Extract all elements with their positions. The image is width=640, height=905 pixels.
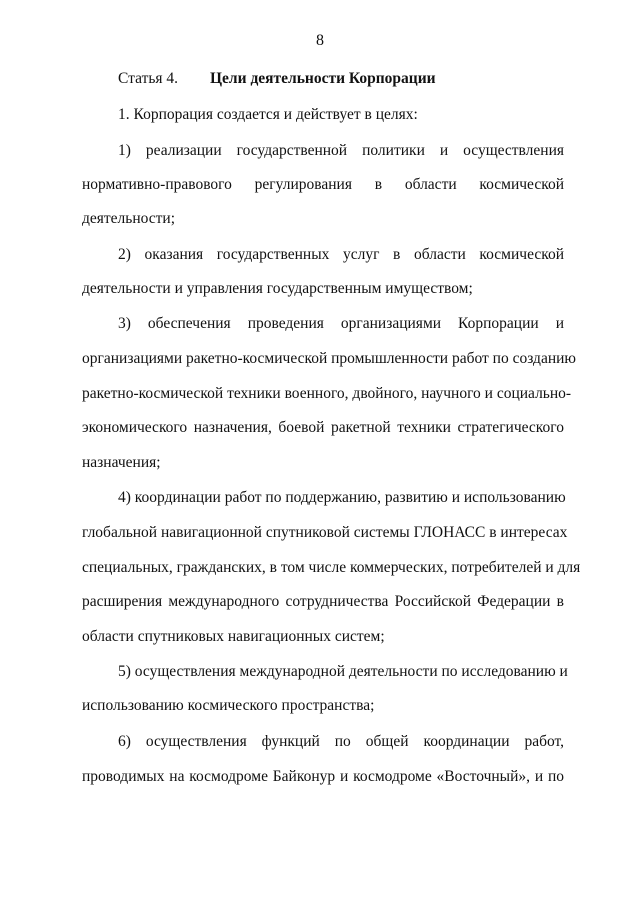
- paragraph-4-line-3: специальных, гражданских, в том числе коммерческих, потребителей и для: [82, 559, 581, 576]
- paragraph-6-line-1: 6) осуществления функций по общей координации работ,: [118, 733, 564, 750]
- paragraph-1-line-2: нормативно-правового регулирования в области космической: [82, 176, 564, 193]
- paragraph-3-line-4: экономического назначения, боевой ракетной техники стратегического: [82, 419, 564, 436]
- paragraph-5-line-1: 5) осуществления международной деятельности по исследованию и: [118, 663, 568, 680]
- article-title: Цели деятельности Корпорации: [210, 70, 436, 87]
- article-number: Статья 4.: [118, 70, 179, 87]
- paragraph-4-line-5: области спутниковых навигационных систем;: [82, 628, 385, 645]
- paragraph-4-line-2: глобальной навигационной спутниковой системы ГЛОНАСС в интересах: [82, 524, 568, 541]
- paragraph-4-line-1: 4) координации работ по поддержанию, развитию и использованию: [118, 489, 566, 506]
- paragraph-intro: 1. Корпорация создается и действует в целях:: [118, 106, 418, 123]
- paragraph-3-line-5: назначения;: [82, 454, 161, 471]
- paragraph-2-line-2: деятельности и управления государственным имуществом;: [82, 280, 473, 297]
- paragraph-1-line-1: 1) реализации государственной политики и осуществления: [118, 142, 564, 159]
- page-number: 8: [316, 32, 324, 49]
- paragraph-3-line-2: организациями ракетно-космической промышленности работ по созданию: [82, 350, 576, 367]
- paragraph-4-line-4: расширения международного сотрудничества Российской Федерации в: [82, 593, 564, 610]
- paragraph-1-line-3: деятельности;: [82, 210, 176, 227]
- article-heading: [118, 70, 436, 88]
- paragraph-3-line-3: ракетно-космической техники военного, двойного, научного и социально-: [82, 385, 572, 402]
- paragraph-5-line-2: использованию космического пространства;: [82, 697, 375, 714]
- paragraph-6-line-2: проводимых на космодроме Байконур и космодроме «Восточный», и по: [82, 768, 564, 785]
- paragraph-2-line-1: 2) оказания государственных услуг в области космической: [118, 246, 564, 263]
- paragraph-3-line-1: 3) обеспечения проведения организациями Корпорации и: [118, 315, 564, 332]
